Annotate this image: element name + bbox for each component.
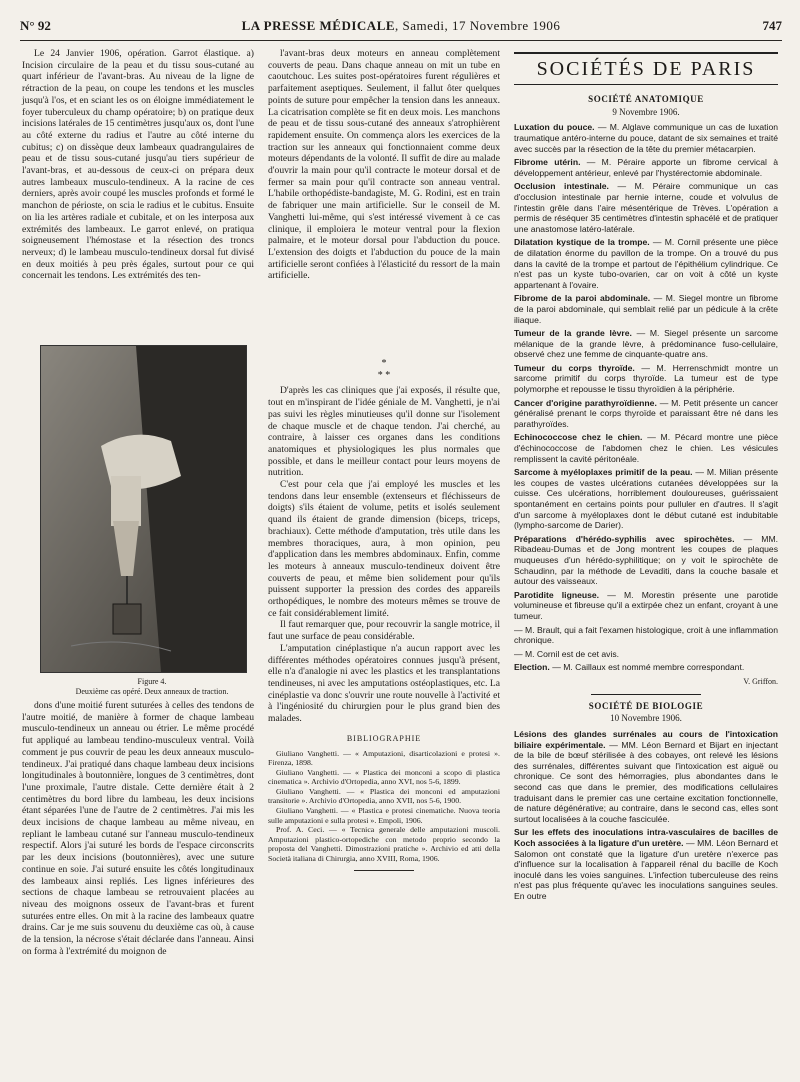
bibliography-item: Giuliano Vanghetti. — « Amputazioni, disarticolazioni e protesi ». Firenza, 1898. [268, 748, 500, 768]
entry-title: Occlusion intestinale. [514, 181, 609, 192]
paragraph: C'est pour cela que j'ai employé les muscles et les tendons dans leur ensemble (extenseurs et fléchisseurs de doigts) s'ils étaient de volume, petits et isolés seulement quand ils étaient de grande dimension (biceps, triceps, brachiaux). Cette méthode d'amputation, très utile dans les membres thoraciques, aura, à mon opinion, peu d'application dans les membres abdominaux. Enfin, comme les moteurs à anneaux musculo-tendineux doivent être couverts de peau, et même bien solidement pour qu'ils puissent supporter la pression des cordes des appareils orthopédiques, le nombre des moteurs mêmes se trouve de ce fait considérablement limité. [268, 479, 500, 619]
entry-title: Echinococcose chez le chien. [514, 432, 643, 443]
column-2-top [268, 48, 500, 282]
entry-title: Fibrome de la paroi abdominale. [514, 293, 651, 304]
society-entry [514, 625, 778, 646]
issue-date: , Samedi, 17 Novembre 1906 [395, 18, 561, 33]
society-entry [514, 534, 778, 587]
paragraph: Il faut remarquer que, pour recouvrir la sangle motrice, il faut une surface de peau considérable. [268, 619, 500, 643]
society-entry [514, 363, 778, 395]
society-entry [514, 649, 778, 660]
entry-title: Election. [514, 662, 550, 673]
entry-text: — M. Cornil est de cet avis. [514, 648, 620, 659]
entry-text: — MM. Léon Bernard et Salomon ont constaté que la ligature d'un uretère n'exerce pas d'influence sur la localisation à l'appareil rénal du bacille de Koch inoculé dans les voies sanguines. L'infection tuberculeuse des reins n'est pas plus fréquente qu'avec les inoculations sanguines seules. En outre [514, 837, 778, 901]
societes-banner [514, 52, 778, 85]
arm-photo-illustration [41, 346, 246, 672]
bibliography-item: Giuliano Vanghetti. — « Plastica e protesi cinematiche. Nuova teoria sulle amputazioni e sulla protesi ». Empoli, 1906. [268, 806, 500, 825]
entry-text: — MM. Léon Bernard et Bijart en injectant de la bile de bœuf stérilisée à des cobayes, ont relevé les lésions des surrénales, différentes suivant que l'intoxication est aiguë ou chronique. Ce sont des hémorragies, plus abondantes dans le second cas que dans le premier, des modifications cellulaires traduisant dans le premier cas une certaine excitation fonctionnelle, de nature dégénérative; au contraire, dans le second cas, elles sont surtout localisées à la couche fasciculée. [514, 739, 779, 824]
figure-photo [40, 345, 247, 673]
section-separator [591, 694, 701, 695]
issue-number: N° 92 [20, 18, 51, 33]
society-entry [514, 181, 778, 234]
bibliography-item: Prof. A. Ceci. — « Tecnica generale delle amputazioni muscoli. Amputazioni plastico-ortopediche con metodo proprio secondo la proposta del Vanghetti. Dimostrazioni pratiche ». Archivio ed atti della Società italiana di Chirurgia, anno XVIII, Roma, 1906. [268, 825, 500, 864]
entry-text: — M. Siegel montre un fibrome de la paroi abdominale, qui semblait relié par un pédicule à la crête iliaque. [514, 293, 778, 325]
section-title-anatomique: SOCIÉTÉ ANATOMIQUE [588, 94, 704, 104]
entry-text: — M. Petit présente un cancer généralisé prenant le corps thyroïde et paraissant être né dans les parathyroïdes. [514, 397, 778, 429]
society-entry [514, 827, 778, 901]
paragraph: L'amputation cinéplastique n'a aucun rapport avec les différentes méthodes opératoires connues jusqu'à présent, elle n'a d'analogie ni avec les plastics et les transplantations tendineuses, ni avec les amputations ostéoplastiques, etc. La cinéplastie va donc s'ouvrir une route nouvelle à l'activité et à l'ingéniosité du chirurgien pour le plus grand bien des malades. [268, 642, 500, 725]
signature: V. Griffon. [743, 676, 778, 686]
paragraph: D'après les cas cliniques que j'ai exposés, il résulte que, tout en m'inspirant de l'idée géniale de M. Vanghetti, je n'ai pas suivi les règles minutieuses qu'il donne sur l'isolement de chaque muscle et de chaque tendon. J'ai cherché, au contraire, à laisser ces organes dans les conditions anatomiques et physiologiques les plus normales que possible, et dans le meilleur contact pour leurs moyens de nutrition. [268, 385, 500, 479]
society-entry [514, 467, 778, 531]
biologie-entries [514, 729, 778, 902]
society-entry [514, 398, 778, 430]
paragraph: dons d'une moitié furent suturées à celles des tendons de l'autre moitié, de manière à former de chaque lambeau musculo-tendineux un anneau ou étrier. Le même procédé fut appliqué au lambeau tendino-musculeux ventral. Voilà comment je pus couvrir de peau les deux anneaux musculo-tendineux. J'ai pratiqué dans chaque lambeau deux incisions longitudinales à boutonnière, longues de 3 centimètres, dont l'une proximale, l'autre distale. Cette dernière était à 2 centimètres du bord libre du lambeau, les deux incisions étant séparées l'une de l'autre de 2 centimètres. J'ai mis les deux incisions de chaque lambeau au même niveau, en repliant le lambeau cutané sur l'anneau musculo-tendineux respectif. Alors j'ai suturé les bords de l'espace circonscrits par les deux incisions (boutonnières), avec une suture continue en soie. J'ai suturé ensuite les côtés longitudinaux des lambeaux ainsi repliés. Les lignes inférieures des sections de chaque lambeau se retrouvaient placées au niveau des moignons osseux de l'avant-bras et furent suturées entre elles. On mit à la racine des lambeaux quatre drains. Car je me suis souvenu du deuxième cas où, à cause de la tension, la nécrose s'était déclarée dans l'anneau. Ainsi on forma à l'extrémité du moignon de [22, 700, 254, 957]
entry-title: Dilatation kystique de la trompe. [514, 237, 650, 248]
society-entry [514, 237, 778, 290]
entry-title: Lésions des glandes surrénales au cours de l'intoxication biliaire expérimentale. [514, 729, 778, 750]
entry-text: — M. Siegel présente un sarcome mélanique de la grande lèvre, à prédominance fuso-cellulaire, observé chez une femme de cinquante-quatre ans. [514, 328, 779, 360]
entry-text: — M. Morestin présente une parotide volumineuse et fibreuse qu'il a extirpée chez un enfant, croyant à une tumeur. [514, 589, 778, 621]
column-2-bottom [268, 352, 500, 877]
page-number: 747 [762, 18, 782, 33]
bibliography-list [268, 749, 500, 864]
entry-title: Tumeur de la grande lèvre. [514, 328, 632, 339]
column-3 [514, 88, 778, 905]
asterism: * * * [377, 358, 391, 381]
society-entry [514, 432, 778, 464]
society-entry [514, 662, 778, 673]
entry-title: Tumeur du corps thyroïde. [514, 362, 635, 373]
entry-text: — M. Milian présente les coupes de vastes ulcérations cutanées développées sur la cuisse. Ces ulcérations, horriblement douloureuses, guérissaient spontanément en certains points pour pulluler en d'autres. Il s'agit d'un sarcome à myéloplaxes dont le début cutané est indubitable (lympho-sarcome de Darier). [514, 467, 778, 531]
section-title-biologie: SOCIÉTÉ DE BIOLOGIE [588, 700, 704, 711]
society-entry [514, 590, 778, 622]
column-2-body [268, 385, 500, 724]
entry-text: — M. Alglave communique un cas de luxation traumatique antéro-interne du pouce, datant de six semaines et traité avec succès par la résection de la tête du premier métacarpien. [514, 122, 779, 154]
entry-text: — MM. Ribadeau-Dumas et de Jong montrent les coupes de plaques muqueuses d'un hérédo-syphilitique; on y voit le spirochète de Schaudinn, par la méthode de Levaditi, dans la couche basale et autour des vaisseaux. [514, 533, 778, 587]
entry-text: — M. Pécard montre une pièce d'échinococcose de l'abdomen chez le chien. Les vésicules remplissent la cavité péritonéale. [514, 432, 779, 464]
section-date-anatomique: 9 Novembre 1906. [612, 106, 680, 117]
journal-name: LA PRESSE MÉDICALE [241, 18, 396, 33]
entry-title: Fibrome utérin. [514, 157, 581, 168]
entry-title: Sur les effets des inoculations intra-vasculaires de bacilles de Koch associées à la ligature d'un uretère. [514, 827, 778, 848]
entry-text: — M. Péraire apporte un fibrome cervical à développement antérieur, enlevé par l'hystérectomie abdominale. [514, 157, 778, 178]
entry-title: Parotidite ligneuse. [514, 589, 600, 600]
society-entry [514, 293, 778, 325]
entry-text: — M. Péraire communique un cas d'occlusion intestinale par hernie interne, coude et volvulus de l'intestin grêle dans l'aire mésentérique de Trèves. L'opération a permis de réséquer 35 centimètres d'intestin sphacélé et de pratiquer une anastomose latéro-latérale. [514, 181, 778, 234]
entry-title: Préparations d'hérédo-syphilis avec spirochètes. [514, 533, 735, 544]
column-1-bottom [22, 700, 254, 957]
entry-text: — M. Herrenschmidt montre un sarcome primitif du corps thyroïde. La tumeur est de type polymorphe et repousse le tissu thyroïdien à la périphérie. [514, 362, 778, 395]
entry-text: — M. Brault, qui a fait l'examen histologique, croit à une inflammation chronique. [514, 624, 778, 646]
figure-caption: Deuxième cas opéré. Deux anneaux de traction. [75, 687, 229, 696]
bibliography-item: Giuliano Vanghetti. — « Plastica dei monconi a scopo di plastica cinematica ». Archivio d'Ortopedia, anno XVI, nos 5-6, 1899. [268, 767, 500, 787]
society-entry [514, 729, 778, 824]
page-header [20, 18, 782, 41]
paragraph: l'avant-bras deux moteurs en anneau complètement couverts de peau. Dans chaque anneau on mit un tube en caoutchouc. Les suites post-opératoires furent régulières et parfaitement aseptiques. Seulement, il fallut ôter quelques points de suture pour empêcher la tension dans les anneaux. La cicatrisation complète se fit en deux mois. Les manchons de peau et de tissu sous-cutané des anneaux s'atrophièrent rapidement ensuite. On commença alors les exercices de la traction sur les anneaux qui fonctionnaient comme deux moteurs dépendants de la volonté. Il suffit de dire au malade d'ouvrir la main pour qu'il contracte le moteur dorsal et de fermer sa main pour qu'il contracte son anneau ventral. L'habile orthopédiste-bandagiste, M. G. Rodini, est en train de fabriquer une main artificielle. Sur le conseil de M. Vanghetti lui-même, qui s'est intéressé vivement à ce cas clinique, il emploiera le moteur ventral pour la flexion palmaire, et le moteur dorsal pour l'abduction du pouce. L'extension des doigts et l'abduction du pouce de la main artificielle seront confiées à l'élasticité du ressort de la main artificielle. [268, 48, 500, 282]
entry-text: — M. Caillaux est nommé membre correspondant. [549, 662, 745, 673]
section-date-biologie: 10 Novembre 1906. [610, 713, 682, 724]
figure-caption-title: Figure 4. [137, 677, 167, 686]
banner-title: SOCIÉTÉS DE PARIS [536, 58, 756, 80]
society-entry [514, 122, 778, 154]
bibliography-item: Giuliano Vanghetti. — « Plastica dei monconi ed amputazioni transitorie ». Archivio d'Ortopedia, anno XVII, nos 5-6, 1900. [268, 786, 500, 806]
running-title [20, 18, 782, 34]
end-rule [354, 870, 414, 871]
entry-title: Cancer d'origine parathyroïdienne. [514, 397, 657, 408]
column-1-top [22, 48, 254, 282]
entry-text: — M. Cornil présente une pièce de dilatation énorme du pavillon de la trompe. On a trouvé du pus dans la cavité de la trompe et partout de l'épithélium cylindrique. Ce n'est pas un kyste tubo-ovarien, car on voit à côté un kyste appartenant à l'ovaire. [514, 237, 778, 290]
bibliography-title: BIBLIOGRAPHIE [346, 733, 422, 743]
paragraph: Le 24 Janvier 1906, opération. Garrot élastique. a) Incision circulaire de la peau et du tissu sous-cutané au quart inférieur de l'avant-bras. Au niveau de la ligne de rétraction de la peau, on coupe les tendons et les muscles jusqu'à l'os, et en sciant les os on éloigne immédiatement le foyer tuberculeux du champ opératoire; b) on pratique deux incisions latérales de 15 centimètres jusqu'aux os, dont l'une au côté externe du radius et l'autre au côté interne du cubitus; c) on dissèque deux lambeaux quadrangulaires de peau et de tissu sous-cutané jusqu'au tiers supérieur de l'avant-bras, et au-dessous de ceux-ci on prépara deux autres lambeaux musculo-tendineux. A la racine de ces derniers, après avoir coupé les muscles profonds et formé le manchon de périoste, on scia le radius et le cubitus. Ensuite on lia les artères radiale et cubitale, et on les interposa aux extrémités des lambeaux. Le garrot enlevé, on pratiqua soigneusement l'hémostase et la résection des troncs nerveux; d) le lambeau musculo-tendineux dorsal fut divisé en deux moitiés à peu près égales, surtout pour ce qui concernait les tendons. Les extrémités des ten- [22, 48, 254, 282]
entry-title: Sarcome à myéloplaxes primitif de la peau. [514, 467, 693, 478]
society-entry [514, 328, 778, 360]
society-entry [514, 157, 778, 178]
entry-title: Luxation du pouce. [514, 122, 595, 133]
anatomique-entries [514, 122, 778, 673]
